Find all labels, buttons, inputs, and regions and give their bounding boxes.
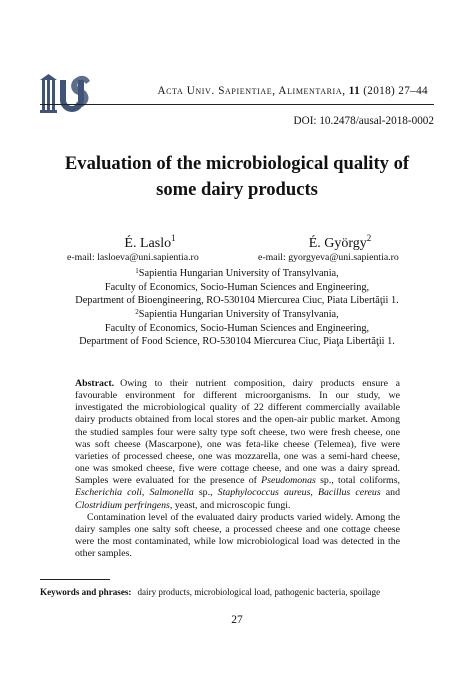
doi: DOI: 10.2478/ausal-2018-0002 (293, 115, 434, 127)
author-1-name: É. Laslo (124, 236, 172, 251)
journal-name: Acta Univ. Sapientiae, Alimentaria, (157, 85, 346, 97)
author-1-sup: 1 (171, 233, 176, 243)
header-rule (40, 104, 434, 105)
journal-volume: 11 (348, 85, 361, 97)
abstract-paragraph-2: Contamination level of the evaluated dairy products varied widely. Among the dairy samples one salty soft cheese, a processed cheese and one cottage cheese were the most contaminated, while low microbiological load was detected in the other samples. (75, 511, 400, 560)
affiliation-2-sup: 2 (135, 308, 139, 316)
abstract-paragraph-1: Abstract. Owing to their nutrient composition, dairy products ensure a favourable environment for different microorganisms. In our study, we investigated the microbiological quality of 22 different commercially available dairy products obtained from local stores and the open-air public market. Among the studied samples four were salty type soft cheese, two were fresh cheese, one was soft cheese (Mascarpone), one was feta-like cheese (Telemea), five were varieties of processed cheese, one was mozzarella, one was a semi-hard cheese, one was smoked cheese, five were cottage cheese, and one was a dairy spread. Samples were evaluated for the presence of Pseudomonas sp., total coliforms, Escherichia coli, Salmonella sp., Staphylococcus aureus, Bacillus cereus and Clostridium perfringens, yeast, and microscopic fungi. (75, 378, 400, 511)
author-2-sup: 2 (366, 233, 372, 243)
author-2 (285, 233, 395, 252)
journal-logo-icon (40, 74, 92, 118)
affiliation-2 (40, 306, 434, 349)
author-2-name: É. György (308, 236, 367, 251)
keywords-text: dairy products, microbiological load, pathogenic bacteria, spoilage (137, 587, 381, 597)
affiliation-1-line-2: Faculty of Economics, Socio-Human Sciences and Engineering, (104, 281, 370, 293)
journal-citation (118, 85, 428, 97)
affiliation-2-line-2: Faculty of Economics, Socio-Human Sciences and Engineering, (104, 322, 370, 334)
author-1-email: e-mail: lasloeva@uni.sapientia.ro (67, 252, 199, 263)
organism-name: Staphylococcus aureus, Bacillus cereus (217, 487, 381, 499)
author-1 (95, 233, 205, 252)
author-2-email: e-mail: gyorgyeva@uni.sapientia.ro (258, 252, 399, 263)
organism-name: Clostridium perfringens (75, 499, 170, 511)
affiliation-2-line-1: $^2$Sapientia Hungarian University of Transylvania, (135, 308, 339, 320)
affiliation-1-sup: 1 (135, 267, 139, 275)
abstract-label: Abstract. (75, 378, 115, 389)
organism-name: Pseudomonas (261, 475, 316, 487)
affiliation-2-line-3: Department of Food Science, RO-530104 Miercurea Ciuc, Piaţa Libertăţii 1. (79, 336, 395, 348)
abstract (75, 378, 400, 560)
page-number: 27 (231, 614, 243, 626)
title-line-1: Evaluation of the microbiological quality of (64, 153, 410, 174)
keywords-label: Keywords and phrases: (40, 587, 132, 597)
affiliation-1 (40, 265, 434, 308)
footnote-rule (40, 579, 110, 580)
organism-name: Escherichia coli, Salmonella (75, 487, 194, 499)
keywords (40, 587, 434, 599)
title-line-2: some dairy products (156, 179, 318, 200)
journal-year-pages: (2018) 27–44 (363, 85, 428, 97)
affiliation-1-line-3: Department of Bioengineering, RO-530104 Miercurea Ciuc, Piata Libertăţii 1. (75, 295, 399, 307)
affiliation-1-line-1: $^1$Sapientia Hungarian University of Transylvania, (135, 267, 339, 279)
paper-title (40, 151, 434, 203)
